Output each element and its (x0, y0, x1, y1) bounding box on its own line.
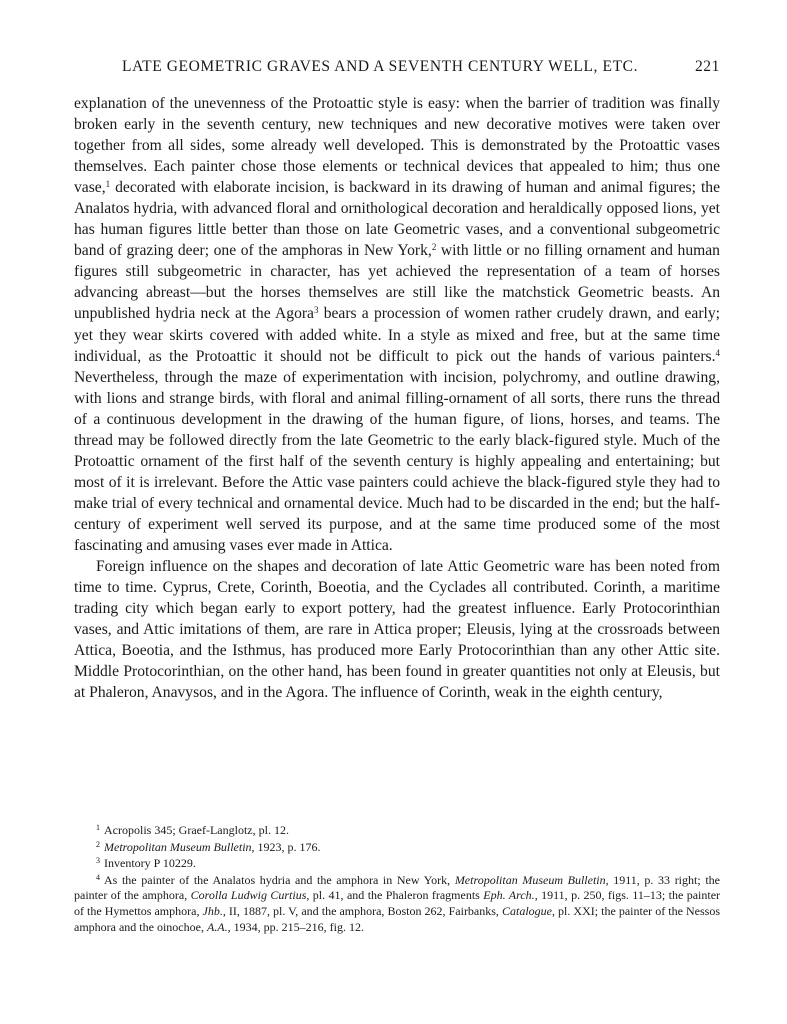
footnote-text: Acropolis 345; Graef-Langlotz, pl. 12. (104, 823, 289, 837)
footnote-2 (74, 840, 720, 856)
footnote-italic: Metropolitan Museum Bulletin (104, 839, 252, 854)
paragraph (74, 93, 720, 556)
text-run: bears a procession of women rather crudely drawn, and early; yet they wear skirts covered with added white. In a style as mixed and free, but at the same time individual, as the Protoattic it should not be difficult to pick out the hands of various painters. (74, 305, 720, 365)
footnote-mark: 2 (96, 839, 100, 849)
footnote-ref-1: 1 (105, 179, 111, 190)
footnote-italic: Catalogue (501, 903, 552, 918)
footnote-text: , pl. XXI; the painter of the Nessos amphora and the oinochoe, (74, 903, 720, 934)
footnote-text: As the painter of the Analatos hydria and the amphora in New York, (104, 872, 455, 887)
footnote-ref-2: 2 (431, 242, 437, 253)
footnote-italic: Jhb. (202, 903, 223, 918)
footnote-text: , 1934, pp. 215–216, fig. 12. (227, 919, 364, 934)
footnote-ref-4: 4 (715, 347, 720, 358)
running-header (74, 58, 720, 82)
page-number: 221 (694, 58, 720, 75)
footnote-text: , 1911, p. 250, figs. 11–13; the painter of the Hymettos amphora, (74, 888, 721, 918)
text-run: decorated with elaborate incision, is backward in its drawing of human and animal figures; the Analatos hydria, with advanced floral and ornithological decoration and heraldically opposed lions, yet has human figures little better than those on late Geometric vases, and a conventional subgeometric band of grazing deer; one of the amphoras in New York, (74, 179, 720, 260)
footnote-text: Inventory P 10229. (104, 856, 196, 871)
running-title: LATE GEOMETRIC GRAVES AND A SEVENTH CENTURY WELL, ETC. (122, 58, 639, 75)
footnote-italic: A.A. (206, 919, 228, 934)
footnote-ref-3: 3 (313, 305, 319, 316)
text-run: Nevertheless, through the maze of experimentation with incision, polychromy, and outline drawing, with lions and strange birds, with floral and animal filling-ornament of all sorts, there runs the thread of a continuous development in the drawing of the human figure, of lions, horses, and teams. The thread may be followed directly from the late Geometric to the early black-figured style. Much of the Protoattic ornament of the first half of the seventh century is highly appealing and entertaining; but most of it is irrelevant. Before the Attic vase painters could achieve the black-figured style they had to make trial of every technical and ornamental device. Much had to be discarded in the end; but the half-century of experiment well served its purpose, and at the same time produced some of the most fascinating and amusing vases ever made in Attica. (74, 368, 720, 554)
footnotes (74, 823, 720, 936)
footnote-text: , 1911, p. 33 right; the painter of the amphora, (74, 872, 720, 903)
footnote-text: , pl. 41, and the Phaleron fragments (306, 888, 484, 903)
main-text (74, 93, 720, 703)
footnote-1 (74, 823, 720, 839)
text-run: explanation of the unevenness of the Protoattic style is easy: when the barrier of tradition was finally broken early in the seventh century, new techniques and new decorative motives were taken over together from all sides, some already well developed. This is demonstrated by the Protoattic vases themselves. Each painter chose those elements or technical devices that appealed to him; thus one vase, (74, 95, 720, 197)
footnote-mark: 1 (96, 823, 100, 832)
footnote-3 (74, 856, 720, 872)
footnote-mark: 3 (96, 856, 100, 866)
footnote-4 (74, 873, 720, 935)
footnote-italic: Metropolitan Museum Bulletin (454, 872, 606, 887)
footnote-text: , 1923, p. 176. (251, 839, 321, 854)
paragraph: Foreign influence on the shapes and decoration of late Attic Geometric ware has been noted from time to time. Cyprus, Crete, Corinth, Boeotia, and the Cyclades all contributed. Corinth, a maritime trading city which began early to export pottery, had the greatest influence. Early Protocorinthian vases, and Attic imitations of them, are rare in Attica proper; Eleusis, lying at the crossroads between Attica, Boeotia, and the Isthmus, has produced more Early Protocorinthian than any other Attic site. Middle Protocorinthian, on the other hand, has been found in greater quantities not only at Eleusis, but at Phaleron, Anavysos, and in the Agora. The influence of Corinth, weak in the eighth century, (74, 558, 720, 702)
footnote-italic: Corolla Ludwig Curtius (190, 888, 307, 903)
footnote-text: , II, 1887, pl. V, and the amphora, Boston 262, Fairbanks, (222, 903, 502, 918)
text-run: with little or no filling ornament and human figures still subgeometric in character, has yet achieved the representation of a team of horses advancing abreast—but the horses themselves are still like the matchstick Geometric beasts. An unpublished hydria neck at the Agora (74, 242, 720, 323)
footnote-mark: 4 (96, 872, 100, 882)
footnote-italic: Eph. Arch. (483, 888, 535, 903)
